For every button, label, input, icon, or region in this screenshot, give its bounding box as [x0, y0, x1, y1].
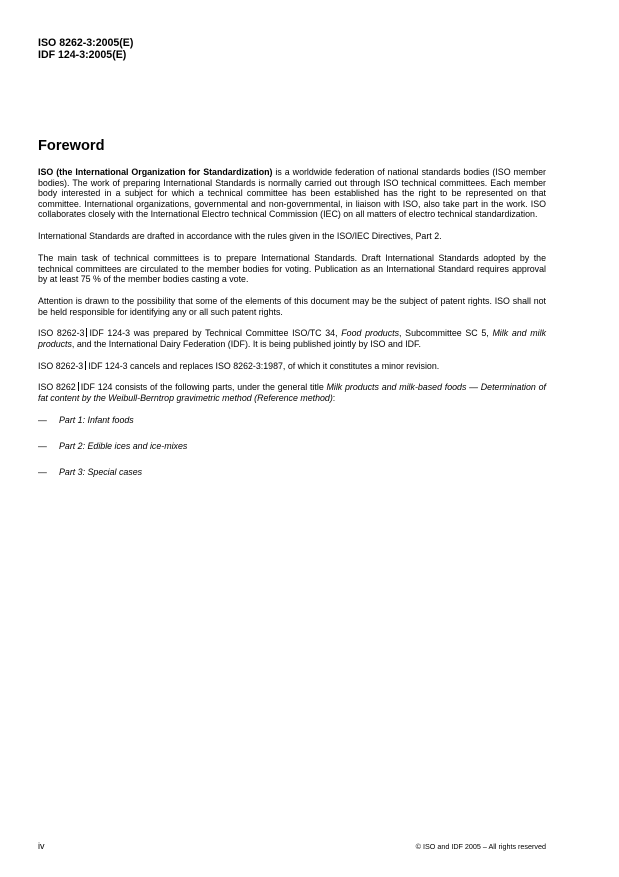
prep-text-1: IDF 124-3 was prepared by Technical Committee ISO/TC 34,	[89, 328, 342, 339]
prep-italic-food-products: Food products	[341, 328, 400, 339]
part-label: Part 1: Infant foods	[59, 414, 134, 425]
edition-iso-ref: ISO 8262-3	[38, 360, 84, 371]
foreword-body	[38, 167, 546, 493]
header-iso-number: ISO 8262-3:2005(E)	[38, 37, 134, 49]
part-label: Part 3: Special cases	[59, 466, 143, 477]
page-number: iv	[38, 841, 45, 851]
paragraph-committee-task: The main task of technical committees is to prepare International Standards. Draft International Standards adopted by the technical committees are circulated to the member bodies for voting. Publication as an International Standard requires approval by at least 75 % of the member bodies casting a vote.	[38, 252, 546, 285]
list-item	[38, 467, 546, 478]
parts-text-1: IDF 124 consists of the following parts, under the general title	[80, 382, 327, 393]
paragraph-iso-intro	[38, 167, 546, 220]
parts-text-2: :	[332, 393, 336, 404]
iso-ref: ISO 8262-3	[38, 328, 85, 339]
header-idf-number: IDF 124-3:2005(E)	[38, 49, 127, 61]
parts-general-title: Milk products and milk-based foods — Determination of fat content by the Weibull-Berntrop gravimetric method (Reference method)	[38, 382, 546, 404]
copyright-notice: © ISO and IDF 2005 – All rights reserved	[415, 842, 546, 851]
page-footer	[38, 841, 546, 853]
part-label: Part 2: Edible ices and ice-mixes	[59, 440, 188, 451]
separator-bar	[85, 361, 86, 370]
separator-bar	[78, 382, 79, 391]
list-dash: —	[38, 440, 47, 451]
prep-italic-milk-products: Milk and milk products	[38, 328, 547, 349]
separator-bar	[86, 328, 87, 337]
parts-iso-ref: ISO 8262	[38, 382, 76, 393]
iso-bold-lead: ISO (the International Organization for Standardization)	[38, 167, 273, 177]
document-header	[38, 37, 133, 61]
paragraph-patent-notice: Attention is drawn to the possibility that some of the elements of this document may be the subject of patent rights. ISO shall not be held responsible for identifying any or all such patent rights.	[38, 295, 546, 317]
edition-text: IDF 124-3 cancels and replaces ISO 8262-3:1987, of which it constitutes a minor revision.	[88, 360, 440, 371]
prep-text-2: , Subcommittee SC 5,	[399, 328, 493, 339]
parts-list	[38, 415, 546, 478]
list-dash: —	[38, 414, 47, 425]
list-dash: —	[38, 466, 47, 477]
paragraph-edition	[38, 361, 546, 372]
page-title: Foreword	[38, 138, 105, 154]
list-item	[38, 415, 546, 426]
paragraph-parts-intro	[38, 382, 546, 403]
paragraph-drafting-rules: International Standards are drafted in accordance with the rules given in the ISO/IEC Directives, Part 2.	[38, 231, 442, 242]
paragraph-preparation	[38, 328, 546, 349]
prep-text-3: , and the International Dairy Federation (IDF). It is being published jointly by ISO and IDF.	[71, 338, 421, 349]
list-item	[38, 441, 546, 452]
iso-intro-text: is a worldwide federation of national standards bodies (ISO member bodies). The work of preparing International Standards is normally carried out through ISO technical committees. Each member body interested in a subject for which a technical committee has been established has the right to be represented on that committee. International organizations, governmental and non-governmental, in liaison with ISO, also take part in the work. ISO collaborates closely with the International Electro technical Commission (IEC) on all matters of electro technical standardization.	[38, 167, 546, 220]
